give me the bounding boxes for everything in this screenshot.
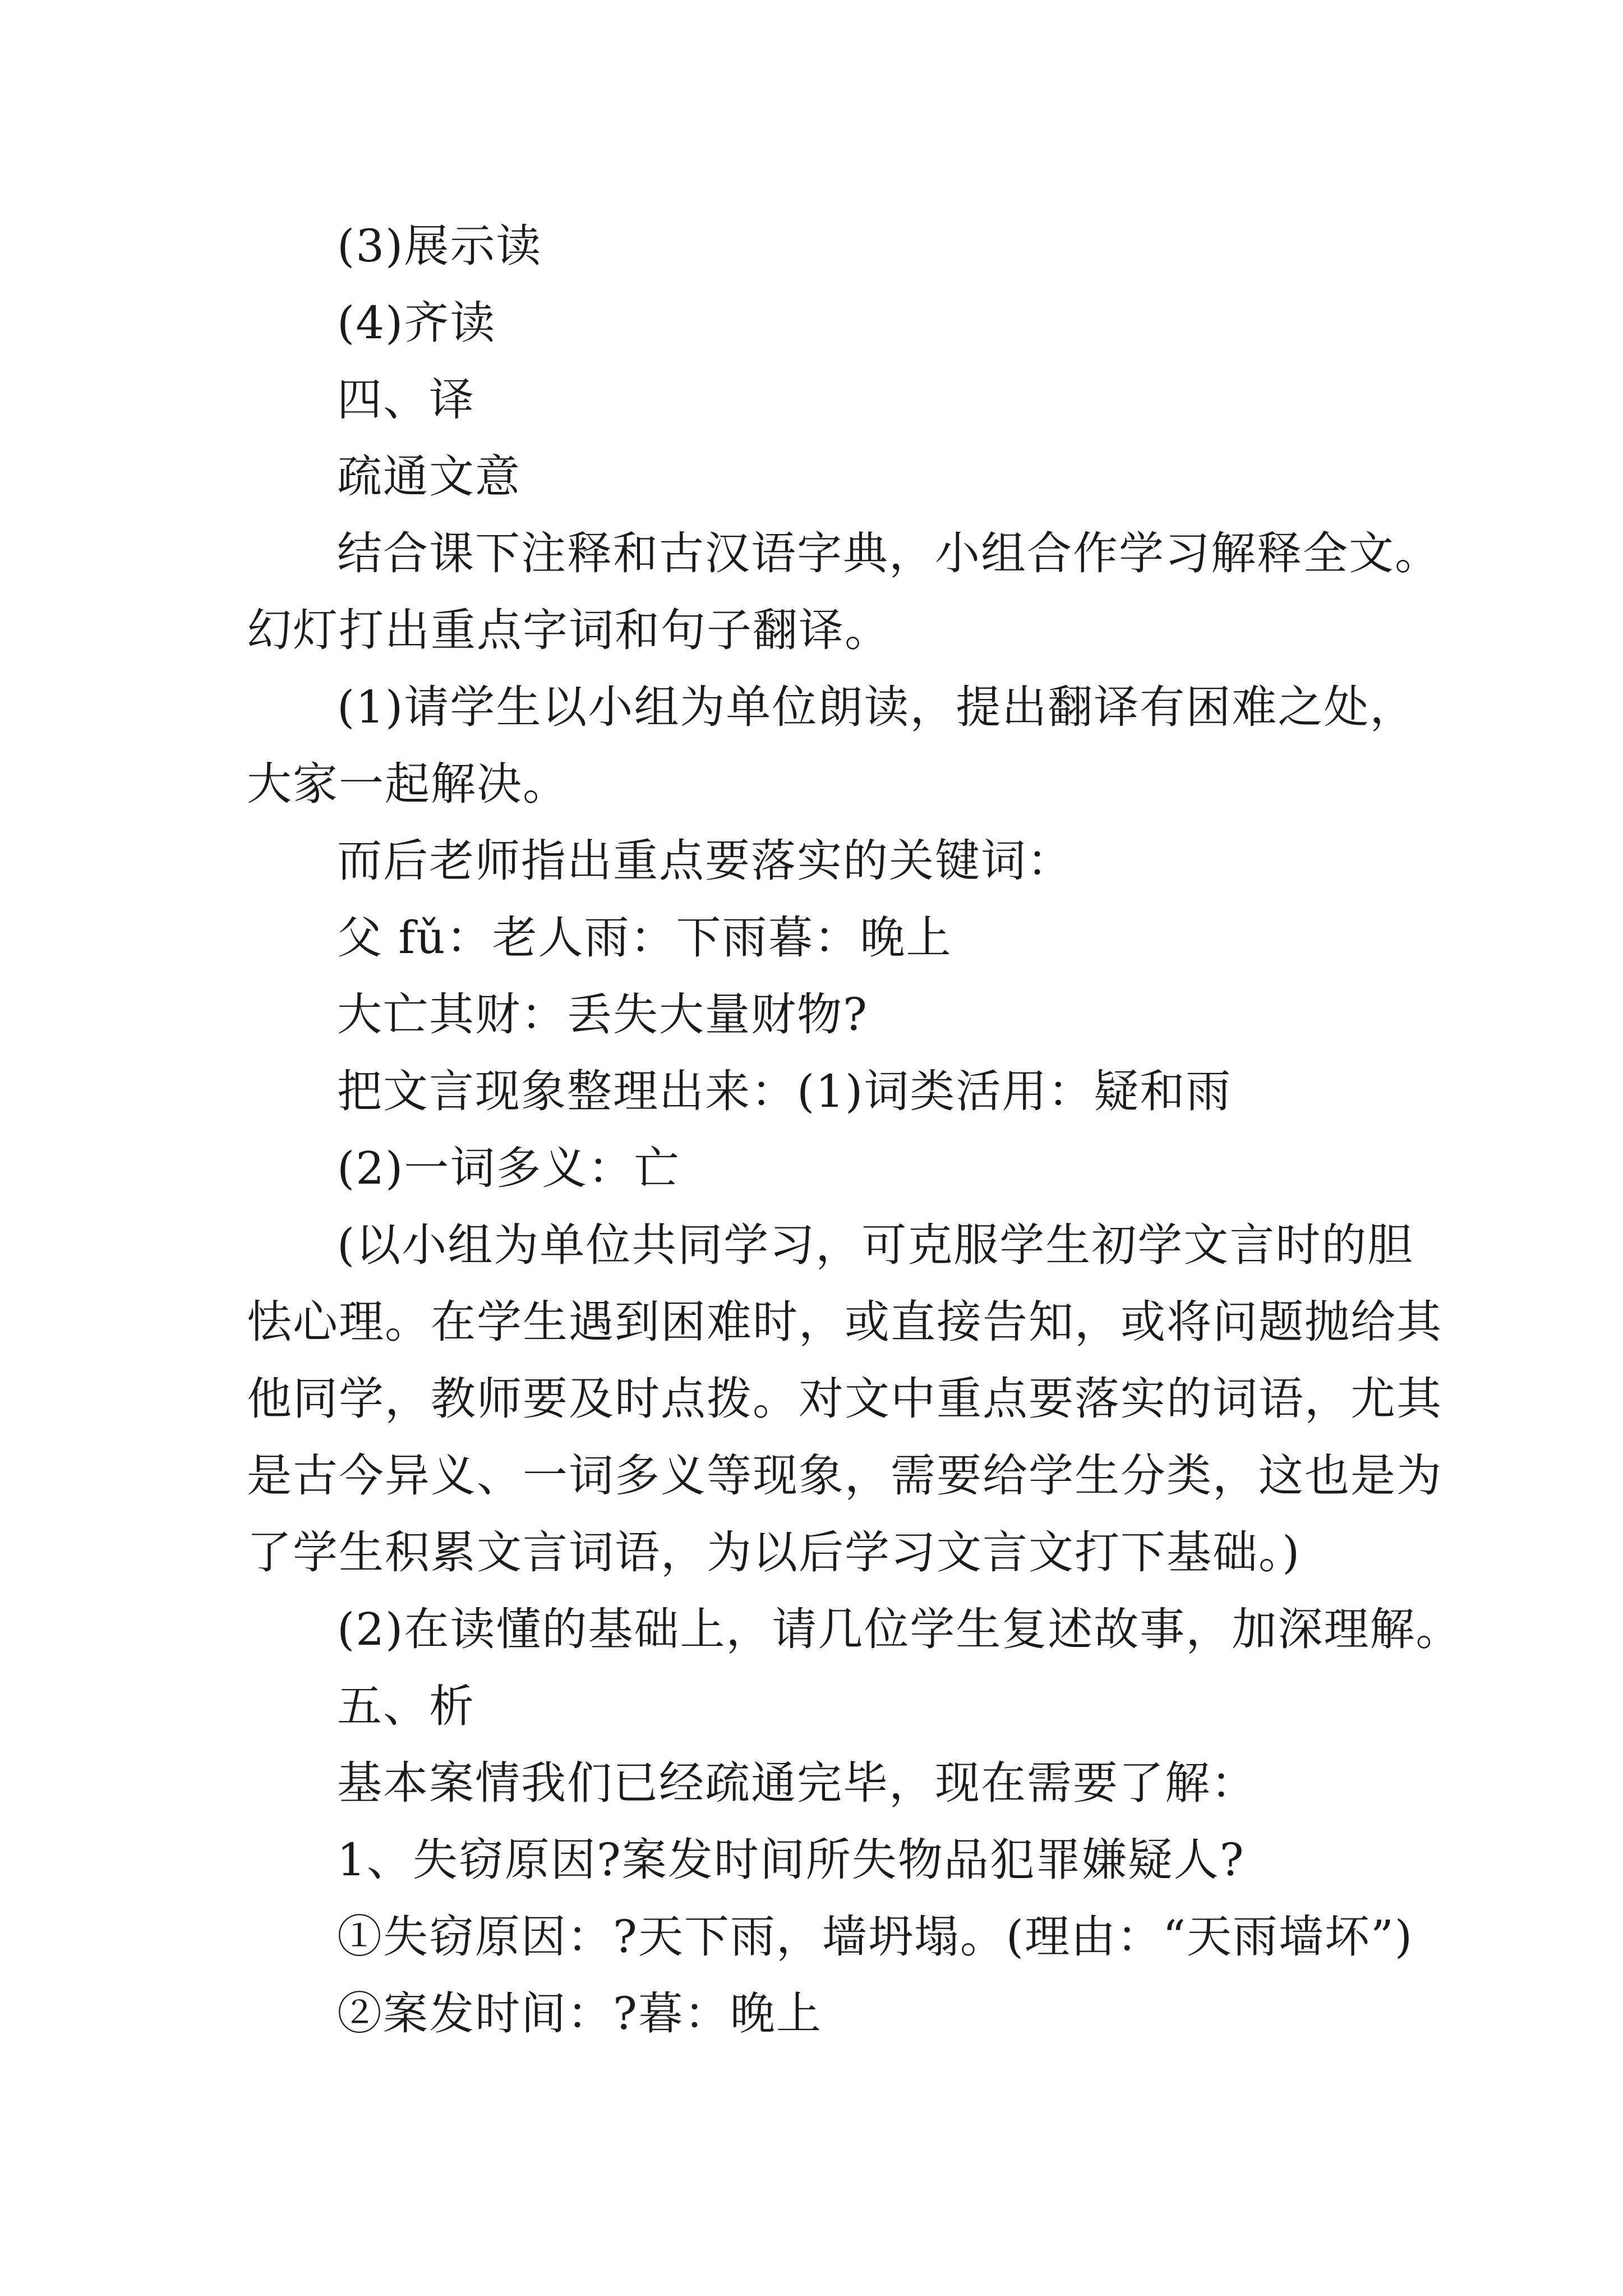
paragraph-continuation: 大家一起解决。 — [247, 758, 569, 810]
paragraph-line: (2)在读懂的基础上，请几位学生复述故事，加深理解。 — [337, 1603, 1462, 1655]
subheading: 疏通文意 — [337, 450, 521, 503]
paragraph-line: ②案发时间：?暮：晚上 — [337, 1987, 822, 2040]
paragraph-line: 而后老师指出重点要落实的关键词： — [337, 835, 1073, 887]
paragraph-line: (4)齐读 — [337, 297, 496, 349]
paragraph-continuation: 幻灯打出重点字词和句子翻译。 — [247, 604, 891, 656]
paragraph-line: 大亡其财：丢失大量财物? — [337, 988, 868, 1041]
section-heading: 四、译 — [337, 374, 475, 426]
paragraph-line: (以小组为单位共同学习，可克服学生初学文言时的胆 — [337, 1219, 1414, 1271]
paragraph-line: (1)请学生以小组为单位朗读，提出翻译有困难之处， — [337, 681, 1416, 733]
paragraph-continuation: 他同学，教师要及时点拨。对文中重点要落实的词语，尤其 — [247, 1373, 1442, 1425]
paragraph-line: 基本案情我们已经疏通完毕，现在需要了解： — [337, 1757, 1257, 1809]
paragraph-continuation: 了学生积累文言词语，为以后学习文言文打下基础。) — [247, 1526, 1301, 1579]
paragraph-line: 父 fǔ：老人雨：下雨暮：晚上 — [337, 912, 952, 964]
paragraph-line: 1、失窃原因?案发时间所失物品犯罪嫌疑人? — [337, 1834, 1245, 1886]
paragraph-line: 结合课下注释和古汉语字典，小组合作学习解释全文。 — [337, 527, 1441, 579]
paragraph-continuation: 是古今异义、一词多义等现象，需要给学生分类，这也是为 — [247, 1450, 1442, 1502]
paragraph-line: (2)一词多义：亡 — [337, 1142, 680, 1194]
section-heading: 五、析 — [337, 1680, 475, 1732]
paragraph-continuation: 怯心理。在学生遇到困难时，或直接告知，或将问题抛给其 — [247, 1296, 1442, 1348]
document-body — [247, 208, 1462, 2052]
paragraph-line: ①失窃原因：?天下雨，墙坍塌。(理由：“天雨墙坏”) — [337, 1911, 1414, 1963]
paragraph-line: (3)展示读 — [337, 220, 542, 272]
paragraph-line: 把文言现象整理出来：(1)词类活用：疑和雨 — [337, 1065, 1232, 1117]
